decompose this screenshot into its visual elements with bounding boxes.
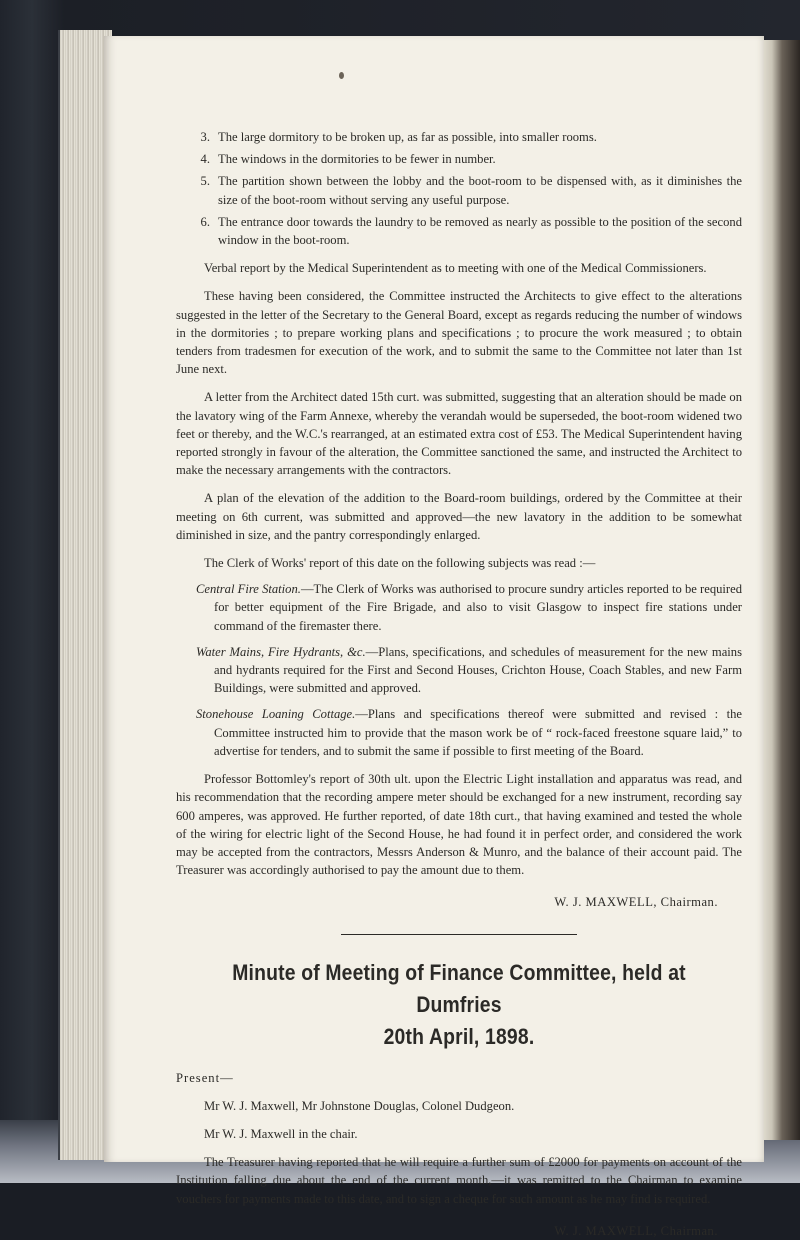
facing-page-edge — [760, 40, 800, 1140]
heading-line-1: Minute of Meeting of Finance Committee, held at Dumfries — [232, 959, 686, 1017]
item-text: The large dormitory to be broken up, as far as possible, into smaller rooms. — [218, 130, 597, 144]
sub-item-title: Water Mains, Fire Hydrants, &c. — [196, 644, 366, 659]
minute-heading — [210, 957, 708, 1053]
present-label: Present— — [176, 1070, 234, 1085]
paragraph-verbal-report: Verbal report by the Medical Superintendent as to meeting with one of the Medical Commissioners. — [204, 261, 707, 276]
document-page — [104, 36, 764, 1238]
item-number: 5. — [200, 174, 210, 189]
list-item — [176, 172, 742, 208]
list-item — [176, 128, 742, 146]
sub-item-stonehouse-cottage — [196, 705, 742, 760]
document-text — [176, 128, 742, 1240]
section-divider — [341, 934, 577, 935]
paragraph-clerk-report: The Clerk of Works' report of this date on the following subjects was read :— — [204, 556, 596, 571]
sub-item-fire-station — [196, 580, 742, 635]
ink-spot — [339, 72, 344, 79]
list-item — [176, 213, 742, 249]
sub-item-text: —The Clerk of Works was authorised to procure sundry articles reported to be required for better equipment of the Fire Brigade, and also to visit Glasgow to inspect fire stations under command of the firemaster there. — [214, 582, 743, 633]
chairman-signature: W. J. MAXWELL, Chairman. — [554, 1223, 718, 1238]
paragraph-treasurer: The Treasurer having reported that he will require a further sum of £2000 for payments on account of the Institution falling due about the end of the current month,—it was remitted to the Chairman to examine vouchers for payments made to this date, and to sign a cheque for such amount as he may find is required. — [176, 1155, 742, 1206]
sub-item-title: Central Fire Station. — [196, 582, 301, 597]
item-text: The windows in the dormitories to be fewer in number. — [218, 152, 496, 167]
item-text: The partition shown between the lobby and the boot-room to be dispensed with, as it diminishes the size of the boot-room without serving any useful purpose. — [218, 174, 742, 207]
chair-line: Mr W. J. Maxwell in the chair. — [204, 1126, 358, 1141]
item-number: 4. — [200, 152, 210, 167]
paragraph-architect-letter: A letter from the Architect dated 15th curt. was submitted, suggesting that an alteration should be made on the lavatory wing of the Farm Annexe, whereby the verandah would be superseded, the boot-room widened two feet or thereby, and the W.C.'s rearranged, at an estimated extra cost of £53. The Medical Superintendent having reported strongly in favour of the alteration, the Committee sanctioned the same, and instructed the Architect to make the necessary arrangements with the contractors. — [176, 390, 742, 478]
present-names: Mr W. J. Maxwell, Mr Johnstone Douglas, Colonel Dudgeon. — [204, 1098, 515, 1113]
paragraph-professor-report: Professor Bottomley's report of 30th ult. upon the Electric Light installation and apparatus was read, and his recommendation that the recording ampere meter should be exchanged for a new instrument, recording say 600 amperes, was approved. He further reported, of date 18th curt., that having examined and tested the whole of the wiring for electric light of the Second House, he had found it in perfect order, and considered the work may be accepted from the contractors, Messrs Anderson & Munro, and the balance of their account paid. The Treasurer was accordingly authorised to pay the amount due to them. — [176, 772, 742, 878]
paragraph-elevation-plan: A plan of the elevation of the addition to the Board-room buildings, ordered by the Committee at their meeting on 6th current, was submitted and approved—the new lavatory in the addition to be somewhat diminished in size, and the pantry correspondingly enlarged. — [176, 491, 742, 542]
list-item — [176, 150, 742, 168]
sub-item-title: Stonehouse Loaning Cottage. — [196, 707, 356, 722]
sub-item-water-mains — [196, 643, 742, 698]
item-number: 3. — [200, 130, 210, 144]
sub-item-text: —Plans and specifications thereof were submitted and revised : the Committee instructed him to provide that the mason work be of “ rock-faced freestone square laid,” to advertise for tenders, and to submit the same if possible to first meeting of the Board. — [214, 707, 742, 758]
sub-item-text: —Plans, specifications, and schedules of measurement for the new mains and hydrants required for the First and Second Houses, Crichton House, Coach Stables, and new Farm Buildings, were submitted and approved. — [214, 644, 742, 696]
item-text: The entrance door towards the laundry to be removed as nearly as possible to the position of the second window in the boot-room. — [218, 214, 742, 248]
paragraph-committee-instructions: These having been considered, the Committee instructed the Architects to give effect to the alterations suggested in the letter of the Secretary to the General Board, except as regards reducing the number of windows in the dormitories ; to prepare working plans and specifications ; to procure the work measured ; to obtain tenders from tradesmen for execution of the work, and to submit the same to the Committee not later than 1st June next. — [176, 289, 742, 377]
chairman-signature: W. J. MAXWELL, Chairman. — [554, 895, 718, 910]
heading-line-2: 20th April, 1898. — [383, 1023, 535, 1049]
item-number: 6. — [200, 214, 210, 229]
